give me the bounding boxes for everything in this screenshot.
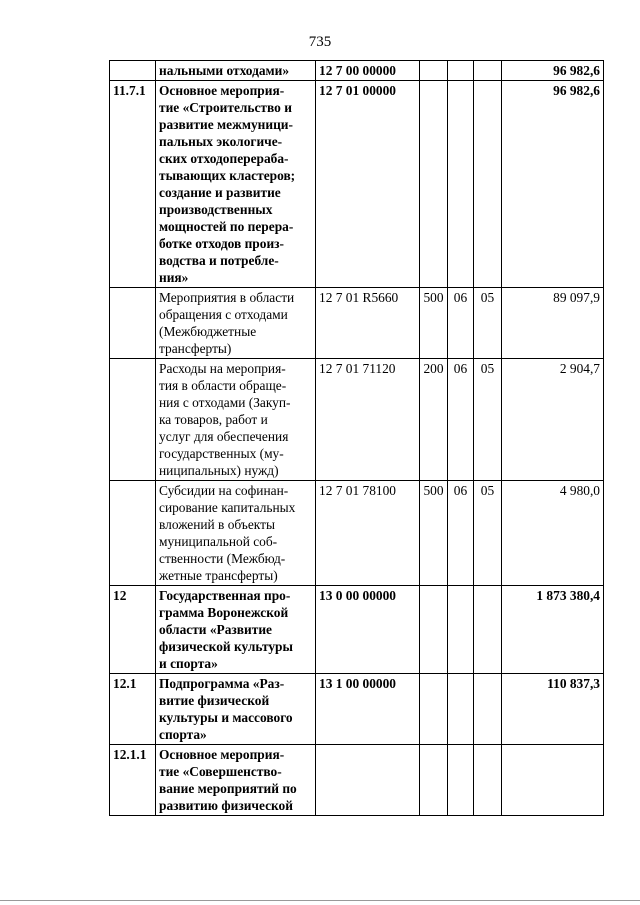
target-article-code-cell: 13 0 00 00000 bbox=[316, 586, 420, 674]
target-article-code-cell: 12 7 01 00000 bbox=[316, 81, 420, 288]
row-name-line: Подпрограмма «Раз- bbox=[159, 676, 285, 691]
row-number-cell bbox=[110, 61, 156, 81]
amount-cell: 110 837,3 bbox=[502, 674, 604, 745]
expense-type-cell: 500 bbox=[420, 288, 448, 359]
table-row bbox=[110, 586, 604, 674]
row-name-line: ских отходоперераба- bbox=[159, 151, 289, 166]
row-number-cell: 11.7.1 bbox=[110, 81, 156, 288]
row-name-line: государственных (му- bbox=[159, 446, 284, 461]
row-name-line: тие «Совершенство- bbox=[159, 764, 282, 779]
table-row bbox=[110, 288, 604, 359]
row-name-cell bbox=[156, 481, 316, 586]
row-name-line: развитию физической bbox=[159, 798, 293, 813]
expense-type-cell bbox=[420, 745, 448, 816]
table-row bbox=[110, 745, 604, 816]
row-name-line: грамма Воронежской bbox=[159, 605, 289, 620]
section-cell: 06 bbox=[448, 288, 474, 359]
page-number: 735 bbox=[308, 34, 332, 50]
subsection-cell bbox=[474, 674, 502, 745]
subsection-cell bbox=[474, 745, 502, 816]
row-name-line: тывающих кластеров; bbox=[159, 168, 296, 183]
section-cell bbox=[448, 674, 474, 745]
row-name-line: Основное мероприя- bbox=[159, 747, 285, 762]
row-name-line: сирование капитальных bbox=[159, 500, 296, 515]
row-name-line: нальными отходами» bbox=[159, 63, 290, 78]
row-name-cell bbox=[156, 61, 316, 81]
row-name-line: области «Развитие bbox=[159, 622, 272, 637]
row-number-cell: 12.1 bbox=[110, 674, 156, 745]
row-name-line: мощностей по перера- bbox=[159, 219, 294, 234]
amount-cell: 1 873 380,4 bbox=[502, 586, 604, 674]
target-article-code-cell: 12 7 00 00000 bbox=[316, 61, 420, 81]
expense-type-cell: 500 bbox=[420, 481, 448, 586]
expense-type-cell bbox=[420, 81, 448, 288]
amount-cell: 2 904,7 bbox=[502, 359, 604, 481]
row-name-line: вание мероприятий по bbox=[159, 781, 297, 796]
table-row bbox=[110, 674, 604, 745]
table-row bbox=[110, 481, 604, 586]
row-name-line: витие физической bbox=[159, 693, 270, 708]
row-name-line: жетные трансферты) bbox=[159, 568, 278, 583]
row-number-cell bbox=[110, 481, 156, 586]
expense-type-cell bbox=[420, 586, 448, 674]
row-name-line: Государственная про- bbox=[159, 588, 291, 603]
row-name-line: трансферты) bbox=[159, 341, 232, 356]
row-number-cell bbox=[110, 359, 156, 481]
row-name-line: обращения с отходами bbox=[159, 307, 288, 322]
row-number-cell: 12.1.1 bbox=[110, 745, 156, 816]
amount-cell bbox=[502, 745, 604, 816]
row-name-line: и спорта» bbox=[159, 656, 218, 671]
row-name-line: создание и развитие bbox=[159, 185, 281, 200]
subsection-cell: 05 bbox=[474, 359, 502, 481]
row-name-cell bbox=[156, 586, 316, 674]
row-name-line: культуры и массового bbox=[159, 710, 293, 725]
row-number-cell: 12 bbox=[110, 586, 156, 674]
row-name-cell bbox=[156, 745, 316, 816]
row-name-line: ния с отходами (Закуп- bbox=[159, 395, 291, 410]
row-name-line: муниципальной соб- bbox=[159, 534, 278, 549]
row-name-line: ниципальных) нужд) bbox=[159, 463, 279, 478]
amount-cell: 89 097,9 bbox=[502, 288, 604, 359]
subsection-cell bbox=[474, 61, 502, 81]
row-name-line: услуг для обеспечения bbox=[159, 429, 289, 444]
target-article-code-cell: 12 7 01 R5660 bbox=[316, 288, 420, 359]
subsection-cell: 05 bbox=[474, 288, 502, 359]
row-name-line: Мероприятия в области bbox=[159, 290, 295, 305]
row-name-line: развитие межмуници- bbox=[159, 117, 293, 132]
table-row bbox=[110, 359, 604, 481]
row-name-cell bbox=[156, 674, 316, 745]
row-name-line: тие «Строительство и bbox=[159, 100, 292, 115]
subsection-cell: 05 bbox=[474, 481, 502, 586]
target-article-code-cell: 13 1 00 00000 bbox=[316, 674, 420, 745]
row-name-line: пальных экологиче- bbox=[159, 134, 283, 149]
section-cell bbox=[448, 745, 474, 816]
row-name-line: Расходы на мероприя- bbox=[159, 361, 286, 376]
target-article-code-cell: 12 7 01 78100 bbox=[316, 481, 420, 586]
amount-cell: 96 982,6 bbox=[502, 81, 604, 288]
subsection-cell bbox=[474, 586, 502, 674]
row-name-line: ственности (Межбюд- bbox=[159, 551, 286, 566]
row-name-line: Основное мероприя- bbox=[159, 83, 285, 98]
row-name-line: физической культуры bbox=[159, 639, 293, 654]
target-article-code-cell bbox=[316, 745, 420, 816]
row-name-line: спорта» bbox=[159, 727, 207, 742]
expense-type-cell: 200 bbox=[420, 359, 448, 481]
row-name-line: тия в области обраще- bbox=[159, 378, 287, 393]
row-name-line: вложений в объекты bbox=[159, 517, 275, 532]
section-cell bbox=[448, 586, 474, 674]
row-name-line: производственных bbox=[159, 202, 273, 217]
amount-cell: 4 980,0 bbox=[502, 481, 604, 586]
row-name-cell bbox=[156, 359, 316, 481]
expense-type-cell bbox=[420, 674, 448, 745]
row-name-cell bbox=[156, 81, 316, 288]
table-row bbox=[110, 61, 604, 81]
section-cell bbox=[448, 81, 474, 288]
row-name-line: ка товаров, работ и bbox=[159, 412, 268, 427]
page-bottom-rule bbox=[0, 900, 640, 901]
target-article-code-cell: 12 7 01 71120 bbox=[316, 359, 420, 481]
section-cell: 06 bbox=[448, 481, 474, 586]
budget-table bbox=[109, 60, 604, 816]
section-cell bbox=[448, 61, 474, 81]
row-number-cell bbox=[110, 288, 156, 359]
table-body bbox=[110, 61, 604, 816]
row-name-line: (Межбюджетные bbox=[159, 324, 257, 339]
subsection-cell bbox=[474, 81, 502, 288]
row-name-line: водства и потребле- bbox=[159, 253, 279, 268]
section-cell: 06 bbox=[448, 359, 474, 481]
row-name-line: ботке отходов произ- bbox=[159, 236, 285, 251]
row-name-line: ния» bbox=[159, 270, 189, 285]
expense-type-cell bbox=[420, 61, 448, 81]
row-name-line: Субсидии на софинан- bbox=[159, 483, 289, 498]
table-row bbox=[110, 81, 604, 288]
row-name-cell bbox=[156, 288, 316, 359]
amount-cell: 96 982,6 bbox=[502, 61, 604, 81]
